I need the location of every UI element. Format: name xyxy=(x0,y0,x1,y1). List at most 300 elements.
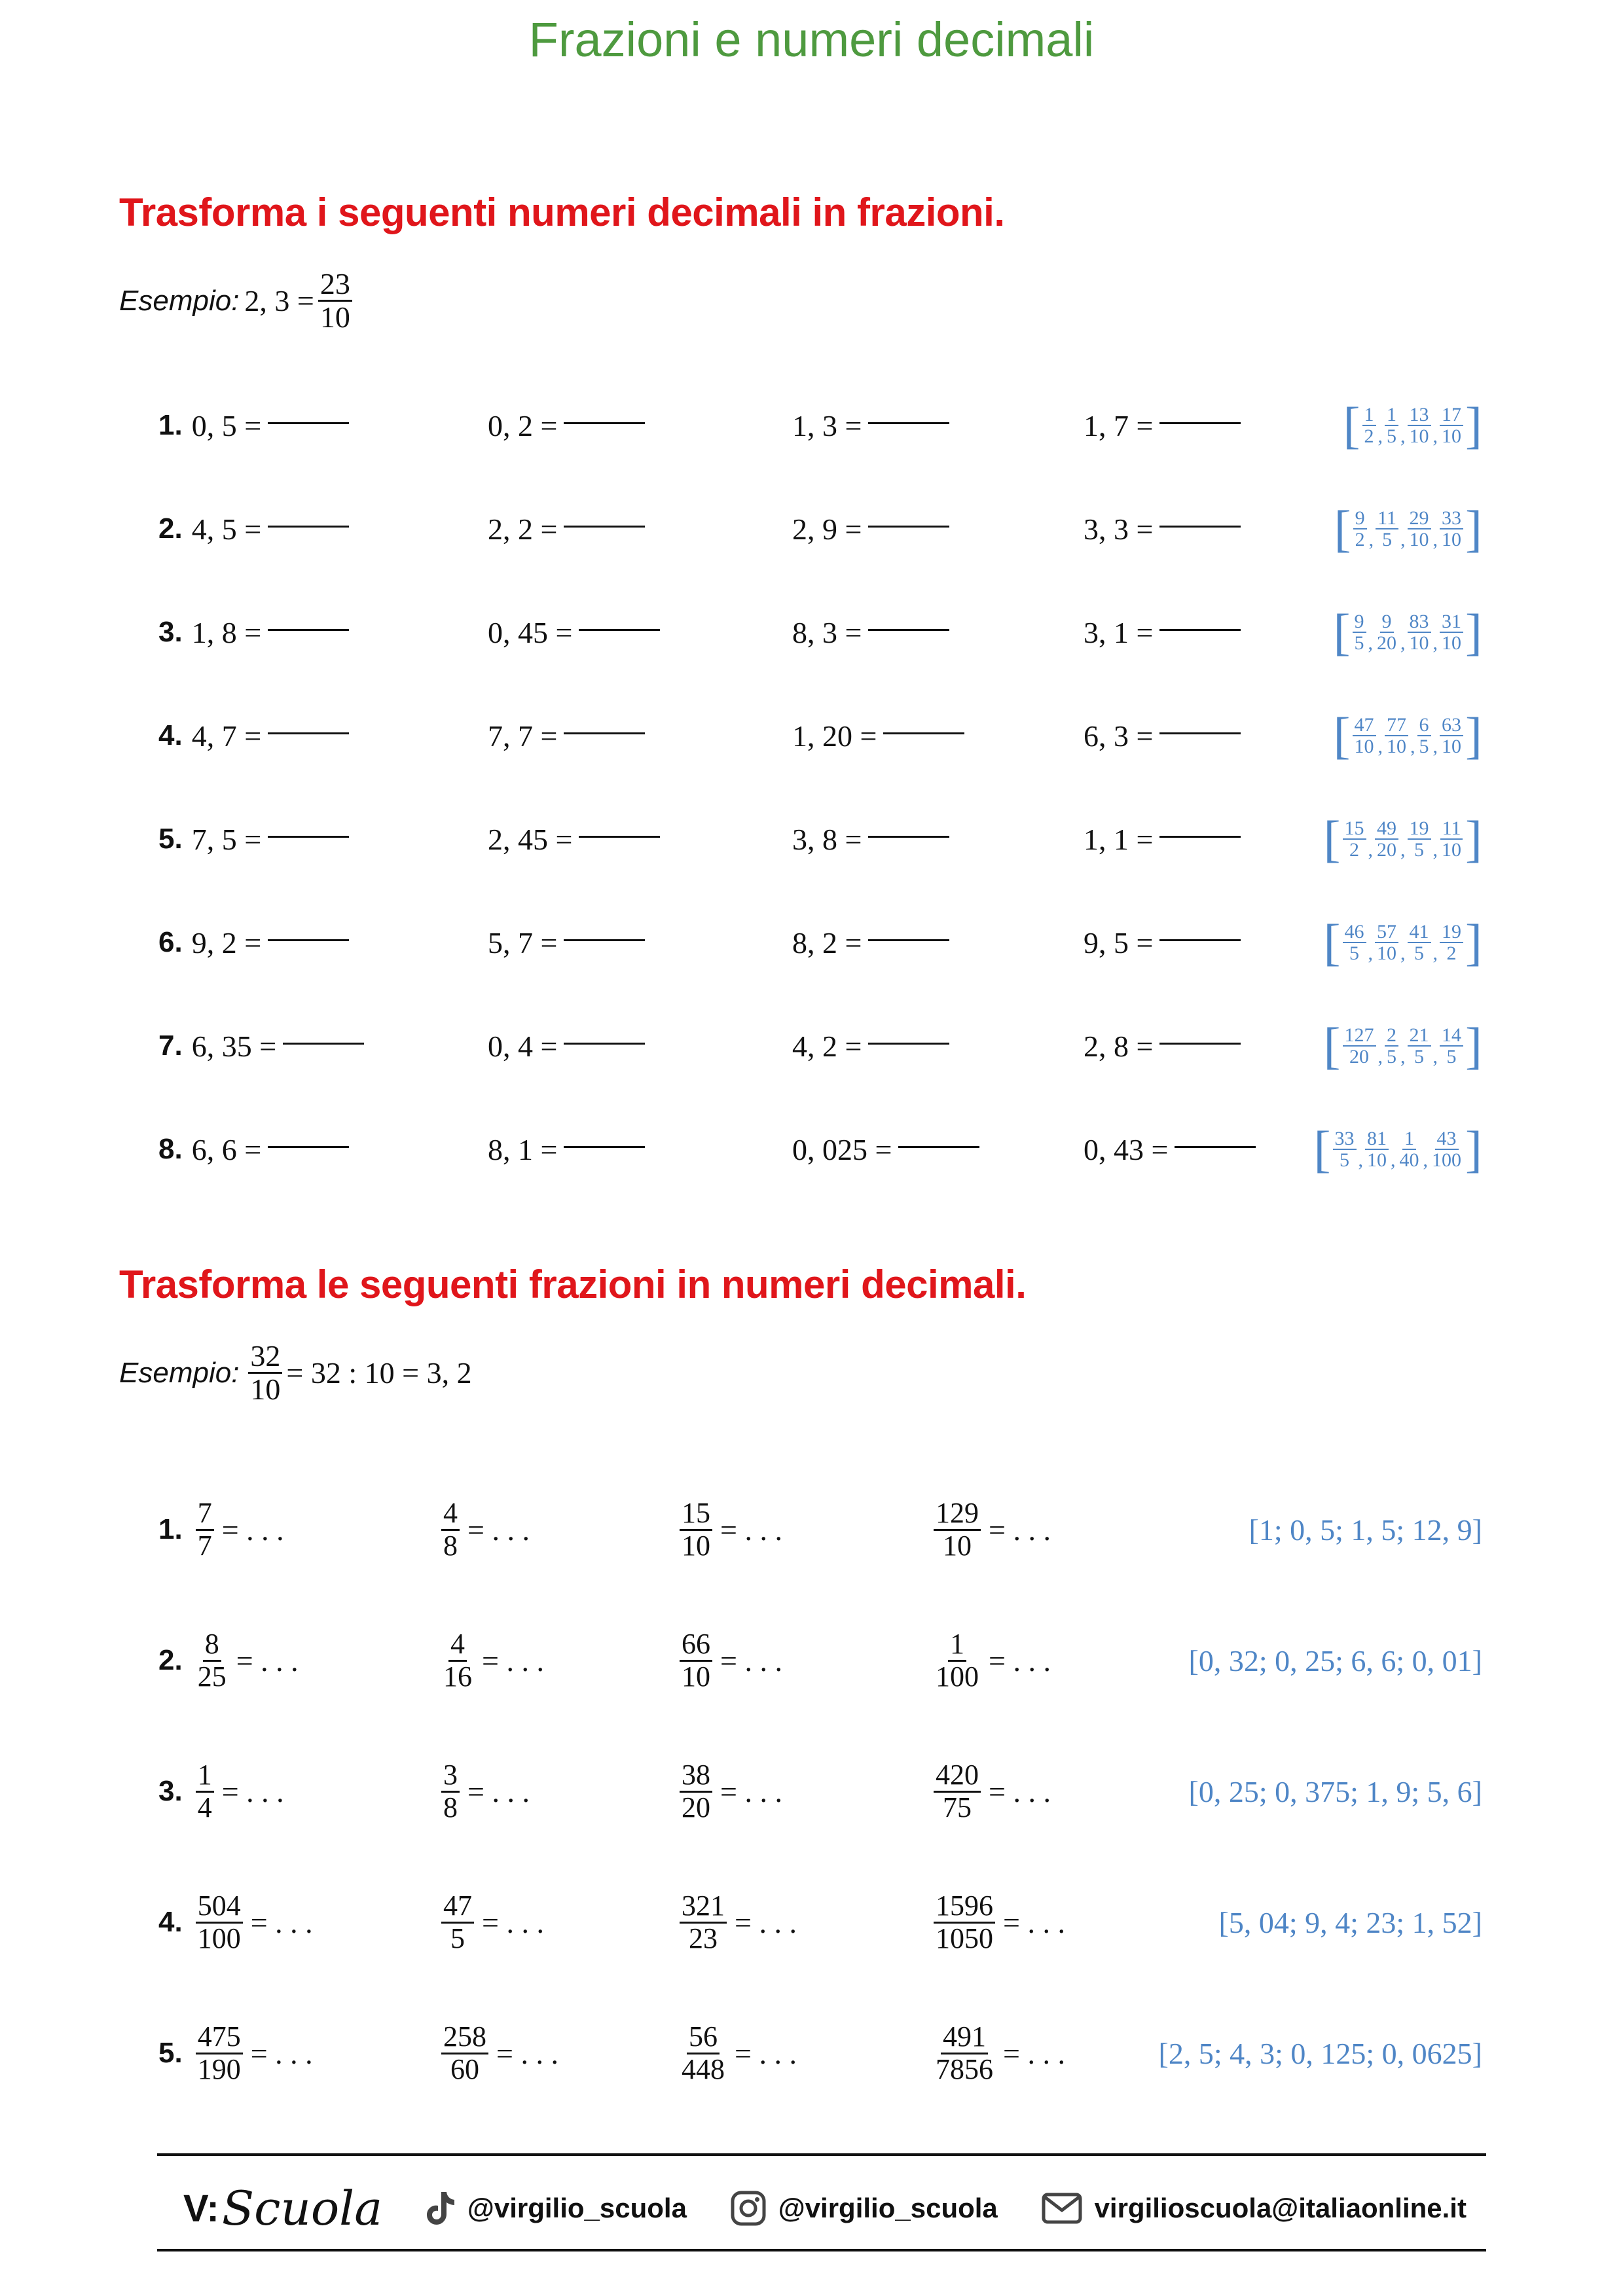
exercise-item xyxy=(1084,1110,1256,1189)
answer-blank[interactable] xyxy=(268,939,349,941)
exercise-fraction xyxy=(934,1498,981,1560)
exercise-item xyxy=(1084,903,1241,982)
virgilio-scuola-logo xyxy=(183,2181,382,2236)
answer-hint xyxy=(1324,800,1482,878)
decimal-expression: 0, 025 = xyxy=(792,1132,892,1166)
answer-blank[interactable] xyxy=(579,629,660,631)
row-number: 3. xyxy=(158,616,183,648)
answer-blank[interactable] xyxy=(1175,1146,1256,1148)
fraction-numerator: 11 xyxy=(1376,508,1398,530)
answer-blank[interactable] xyxy=(868,629,949,631)
answer-blank[interactable] xyxy=(268,422,349,424)
exercise-item xyxy=(158,593,349,672)
exercise-item xyxy=(158,1007,364,1085)
fraction-numerator: 19 xyxy=(1408,818,1431,840)
exercise-item xyxy=(1084,490,1241,568)
answer-blank[interactable] xyxy=(868,526,949,528)
exercise-item xyxy=(792,800,949,878)
decimal-expression: 2, 2 = xyxy=(488,512,558,546)
exercise-item xyxy=(930,2004,1065,2102)
decimal-expression: 3, 8 = xyxy=(792,822,862,856)
hint-fraction xyxy=(1365,1128,1389,1171)
exercise-item xyxy=(930,1480,1051,1579)
hint-fraction xyxy=(1353,611,1366,654)
answer-blank[interactable] xyxy=(564,1043,645,1045)
fraction-numerator: 14 xyxy=(1440,1025,1463,1047)
footer xyxy=(183,2162,1467,2254)
fraction-denominator: 2 xyxy=(1355,529,1365,550)
fraction-numerator: 77 xyxy=(1385,715,1408,737)
section1-heading: Trasforma i seguenti numeri decimali in frazioni. xyxy=(119,190,1005,234)
decimal-expression: 6, 3 = xyxy=(1084,719,1154,753)
equals-dots[interactable]: = . . . xyxy=(467,1774,530,1808)
answer-blank[interactable] xyxy=(564,1146,645,1148)
decimal-expression: 6, 6 = xyxy=(191,1132,262,1166)
fraction-numerator: 8 xyxy=(203,1629,221,1661)
hint-fraction xyxy=(1440,404,1463,447)
fraction-denominator: 20 xyxy=(1377,632,1397,654)
exercise-item xyxy=(1084,386,1241,465)
decimal-expression: 1, 7 = xyxy=(1084,408,1154,442)
exercise-item xyxy=(437,1873,544,1971)
decimal-expression: 8, 2 = xyxy=(792,925,862,960)
answer-blank[interactable] xyxy=(868,939,949,941)
fraction-numerator: 258 xyxy=(441,2022,488,2054)
hint-bracket-close: ] xyxy=(1465,707,1482,764)
exercise-fraction xyxy=(934,1891,995,1953)
exercise-item xyxy=(676,1873,797,1971)
exercise-fraction xyxy=(680,1498,712,1560)
exercise-item xyxy=(158,696,349,775)
decimal-expression: 9, 5 = xyxy=(1084,925,1154,960)
exercise-item xyxy=(1084,593,1241,672)
answer-blank[interactable] xyxy=(1159,836,1241,838)
hint-bracket-open: [ xyxy=(1323,810,1341,867)
equals-dots[interactable]: = . . . xyxy=(250,2036,313,2070)
fraction-denominator: 5 xyxy=(1387,425,1397,447)
instagram-text: @virgilio_scuola xyxy=(778,2193,998,2223)
exercise-item xyxy=(1084,696,1241,775)
hint-fraction xyxy=(1440,818,1463,861)
hint-separator: , xyxy=(1432,529,1438,550)
fraction-denominator: 5 xyxy=(450,1922,465,1954)
fraction-denominator: 25 xyxy=(197,1660,227,1693)
exercise-item xyxy=(158,800,349,878)
exercise-item xyxy=(158,2004,313,2102)
exercise-fraction xyxy=(441,2022,488,2084)
section2-heading: Trasforma le seguenti frazioni in numeri decimali. xyxy=(119,1263,1027,1306)
answer-blank[interactable] xyxy=(564,526,645,528)
exercise-item xyxy=(676,1611,782,1710)
exercise-fraction xyxy=(196,1629,228,1691)
equals-dots[interactable]: = . . . xyxy=(720,1774,782,1808)
decimal-expression: 0, 43 = xyxy=(1084,1132,1169,1166)
fraction-denominator: 7 xyxy=(197,1529,212,1562)
fraction-denominator: 5 xyxy=(1354,632,1364,654)
instagram-icon xyxy=(730,2190,767,2227)
fraction-numerator: 15 xyxy=(1343,818,1366,840)
answer-blank[interactable] xyxy=(268,526,349,528)
fraction-numerator: 15 xyxy=(680,1498,712,1530)
answer-blank[interactable] xyxy=(564,939,645,941)
email-contact[interactable] xyxy=(1041,2192,1467,2225)
hint-bracket-open: [ xyxy=(1323,914,1341,971)
hint-separator: , xyxy=(1400,529,1406,550)
exercise-fraction xyxy=(196,2022,243,2084)
hint-separator: , xyxy=(1432,942,1438,964)
row-number: 8. xyxy=(158,1133,183,1165)
equals-dots[interactable]: = . . . xyxy=(735,1905,797,1939)
decimal-expression: 4, 2 = xyxy=(792,1029,862,1063)
logo-scuola: Scuola xyxy=(221,2181,383,2236)
answer-blank[interactable] xyxy=(1159,629,1241,631)
fraction-numerator: 47 xyxy=(441,1891,474,1923)
answer-blank[interactable] xyxy=(283,1043,364,1045)
equals-dots[interactable]: = . . . xyxy=(250,1905,313,1939)
equals-dots[interactable]: = . . . xyxy=(720,1513,782,1547)
hint-bracket-close: ] xyxy=(1465,1121,1482,1177)
decimal-expression: 1, 8 = xyxy=(191,615,262,649)
fraction-numerator: 129 xyxy=(934,1498,981,1530)
section1-example xyxy=(119,268,356,334)
hint-values: [5, 04; 9, 4; 23; 1, 52] xyxy=(1218,1905,1482,1939)
hint-bracket-close: ] xyxy=(1465,1017,1482,1074)
fraction-denominator: 20 xyxy=(682,1791,710,1823)
answer-blank[interactable] xyxy=(268,1146,349,1148)
answer-hint xyxy=(1324,903,1482,982)
answer-blank[interactable] xyxy=(268,836,349,838)
fraction-numerator: 420 xyxy=(934,1760,981,1792)
fraction-denominator: 5 xyxy=(1414,1046,1425,1067)
fraction-denominator: 5 xyxy=(1387,1046,1397,1067)
equals-dots[interactable]: = . . . xyxy=(1003,2036,1065,2070)
decimal-expression: 1, 20 = xyxy=(792,719,877,753)
fraction-row xyxy=(0,1742,1623,1840)
decimal-row xyxy=(0,593,1623,672)
exercise-fraction xyxy=(196,1760,214,1822)
row-number: 1. xyxy=(158,1513,183,1545)
exercise-item xyxy=(488,490,645,568)
fraction-numerator: 504 xyxy=(196,1891,243,1923)
hint-separator: , xyxy=(1432,736,1438,757)
fraction-numerator: 32 xyxy=(248,1340,282,1374)
fraction-denominator: 190 xyxy=(197,2053,241,2085)
answer-hint xyxy=(1324,1007,1482,1085)
exercise-item xyxy=(158,1742,284,1840)
exercise-item xyxy=(792,593,949,672)
fraction-denominator: 8 xyxy=(443,1791,458,1823)
fraction-numerator: 33 xyxy=(1333,1128,1357,1151)
fraction-denominator: 100 xyxy=(1432,1149,1462,1171)
fraction-denominator: 448 xyxy=(682,2053,725,2085)
fraction-numerator: 81 xyxy=(1365,1128,1389,1151)
decimal-row xyxy=(0,800,1623,878)
equals-dots[interactable]: = . . . xyxy=(989,1513,1051,1547)
answer-hint xyxy=(1189,1611,1482,1710)
equals-dots[interactable]: = . . . xyxy=(720,1643,782,1677)
hint-fraction xyxy=(1408,508,1431,550)
decimal-expression: 3, 1 = xyxy=(1084,615,1154,649)
fraction-numerator: 127 xyxy=(1343,1025,1376,1047)
fraction-numerator: 57 xyxy=(1375,922,1398,944)
hint-fraction xyxy=(1375,611,1398,654)
exercise-item xyxy=(1084,800,1241,878)
decimal-expression: 5, 7 = xyxy=(488,925,558,960)
exercise-item xyxy=(158,903,349,982)
hint-fraction xyxy=(1408,611,1431,654)
tiktok-text: @virgilio_scuola xyxy=(467,2193,687,2223)
answer-blank[interactable] xyxy=(868,1043,949,1045)
fraction-numerator: 23 xyxy=(318,268,352,302)
exercise-item xyxy=(437,1742,530,1840)
equals-dots[interactable]: = . . . xyxy=(482,1905,544,1939)
equals-dots[interactable]: = . . . xyxy=(482,1643,544,1677)
answer-blank[interactable] xyxy=(868,836,949,838)
fraction-denominator: 5 xyxy=(1419,736,1429,757)
example-fraction xyxy=(248,1340,282,1406)
hint-bracket-close: ] xyxy=(1465,500,1482,557)
hint-separator: , xyxy=(1368,839,1374,861)
fraction-denominator: 10 xyxy=(1442,736,1462,757)
fraction-denominator: 10 xyxy=(1409,632,1429,654)
fraction-numerator: 43 xyxy=(1435,1128,1459,1151)
hint-fraction xyxy=(1440,922,1463,964)
fraction-numerator: 3 xyxy=(441,1760,460,1792)
answer-blank[interactable] xyxy=(1159,939,1241,941)
hint-fraction xyxy=(1440,611,1463,654)
exercise-item xyxy=(488,1110,645,1189)
decimal-row xyxy=(0,1110,1623,1189)
fraction-numerator: 9 xyxy=(1380,611,1394,634)
fraction-numerator: 47 xyxy=(1353,715,1376,737)
fraction-denominator: 20 xyxy=(1377,839,1397,861)
fraction-numerator: 9 xyxy=(1353,611,1366,634)
row-number: 3. xyxy=(158,1775,183,1807)
hint-separator: , xyxy=(1400,425,1406,447)
exercise-item xyxy=(792,1110,979,1189)
exercise-item xyxy=(437,1480,530,1579)
decimal-expression: 2, 8 = xyxy=(1084,1029,1154,1063)
equals-dots[interactable]: = . . . xyxy=(467,1513,530,1547)
row-number: 4. xyxy=(158,1906,183,1938)
row-number: 4. xyxy=(158,719,183,751)
answer-blank[interactable] xyxy=(268,629,349,631)
answer-blank[interactable] xyxy=(868,422,949,424)
fraction-denominator: 10 xyxy=(1367,1149,1387,1171)
hint-fraction xyxy=(1385,715,1408,757)
hint-separator: , xyxy=(1400,1046,1406,1067)
decimal-expression: 0, 2 = xyxy=(488,408,558,442)
tiktok-icon xyxy=(426,2191,456,2226)
example-rhs: = 32 : 10 = 3, 2 xyxy=(286,1356,472,1390)
exercise-fraction xyxy=(680,1891,727,1953)
exercise-item xyxy=(488,1007,645,1085)
hint-separator: , xyxy=(1400,942,1406,964)
exercise-item xyxy=(792,903,949,982)
fraction-numerator: 7 xyxy=(196,1498,214,1530)
fraction-denominator: 7856 xyxy=(936,2053,993,2085)
decimal-expression: 7, 5 = xyxy=(191,822,262,856)
hint-values: [1; 0, 5; 1, 5; 12, 9] xyxy=(1249,1513,1482,1547)
instagram-handle[interactable] xyxy=(730,2190,998,2227)
hint-bracket-open: [ xyxy=(1333,707,1351,764)
hint-fraction xyxy=(1353,508,1367,550)
fraction-numerator: 21 xyxy=(1408,1025,1431,1047)
exercise-fraction xyxy=(441,1891,474,1953)
example-fraction xyxy=(318,268,352,334)
equals-dots[interactable]: = . . . xyxy=(496,2036,558,2070)
page-title: Frazioni e numeri decimali xyxy=(528,12,1095,67)
exercise-fraction xyxy=(934,1760,981,1822)
fraction-numerator: 1 xyxy=(196,1760,214,1792)
exercise-fraction xyxy=(441,1498,460,1560)
hint-fraction xyxy=(1440,508,1463,550)
answer-blank[interactable] xyxy=(883,732,964,734)
answer-blank[interactable] xyxy=(1159,526,1241,528)
hint-separator: , xyxy=(1432,1046,1438,1067)
hint-separator: , xyxy=(1432,632,1438,654)
fraction-numerator: 31 xyxy=(1440,611,1463,634)
hint-fraction xyxy=(1375,922,1398,964)
answer-hint xyxy=(1159,2004,1482,2102)
decimal-expression: 7, 7 = xyxy=(488,719,558,753)
fraction-denominator: 8 xyxy=(443,1529,458,1562)
decimal-expression: 1, 3 = xyxy=(792,408,862,442)
hint-bracket-close: ] xyxy=(1465,397,1482,454)
decimal-expression: 6, 35 = xyxy=(191,1029,277,1063)
fraction-numerator: 1 xyxy=(948,1629,966,1661)
hint-fraction xyxy=(1408,1025,1431,1067)
fraction-numerator: 46 xyxy=(1343,922,1366,944)
equals-dots[interactable]: = . . . xyxy=(1003,1905,1065,1939)
row-number: 6. xyxy=(158,926,183,958)
equals-dots[interactable]: = . . . xyxy=(221,1513,284,1547)
hint-fraction xyxy=(1440,1025,1463,1067)
fraction-denominator: 10 xyxy=(682,1660,710,1693)
fraction-denominator: 10 xyxy=(1442,529,1462,550)
decimal-row xyxy=(0,386,1623,465)
hint-fraction xyxy=(1408,922,1431,964)
answer-hint xyxy=(1334,490,1482,568)
fraction-denominator: 10 xyxy=(1409,529,1429,550)
email-text: virgilioscuola@italiaonline.it xyxy=(1094,2193,1467,2223)
hint-separator: , xyxy=(1400,839,1406,861)
hint-values: [2, 5; 4, 3; 0, 125; 0, 0625] xyxy=(1158,2036,1482,2070)
answer-blank[interactable] xyxy=(1159,1043,1241,1045)
equals-dots[interactable]: = . . . xyxy=(221,1774,284,1808)
hint-fraction xyxy=(1376,508,1398,550)
fraction-row xyxy=(0,1611,1623,1710)
equals-dots[interactable]: = . . . xyxy=(989,1643,1051,1677)
footer-divider-bottom xyxy=(157,2249,1486,2251)
hint-separator: , xyxy=(1358,1149,1364,1171)
fraction-numerator: 13 xyxy=(1408,404,1431,427)
exercise-item xyxy=(158,1110,349,1189)
fraction-denominator: 20 xyxy=(1349,1046,1370,1067)
fraction-numerator: 1 xyxy=(1362,404,1376,427)
fraction-row xyxy=(0,1480,1623,1579)
fraction-numerator: 2 xyxy=(1385,1025,1398,1047)
fraction-denominator: 2 xyxy=(1349,839,1360,861)
fraction-numerator: 38 xyxy=(680,1760,712,1792)
decimal-expression: 0, 5 = xyxy=(191,408,262,442)
equals-dots[interactable]: = . . . xyxy=(735,2036,797,2070)
answer-blank[interactable] xyxy=(564,422,645,424)
fraction-numerator: 9 xyxy=(1353,508,1367,530)
fraction-denominator: 10 xyxy=(1442,425,1462,447)
exercise-item xyxy=(930,1873,1065,1971)
answer-hint xyxy=(1334,593,1482,672)
tiktok-handle[interactable] xyxy=(426,2191,687,2226)
logo-v: V: xyxy=(183,2187,219,2230)
hint-bracket-close: ] xyxy=(1465,603,1482,660)
decimal-expression: 0, 45 = xyxy=(488,615,573,649)
exercise-item xyxy=(930,1611,1051,1710)
answer-blank[interactable] xyxy=(1159,422,1241,424)
fraction-row xyxy=(0,1873,1623,1971)
exercise-item xyxy=(158,1480,284,1579)
equals-dots[interactable]: = . . . xyxy=(989,1774,1051,1808)
exercise-fraction xyxy=(441,1629,474,1691)
answer-hint xyxy=(1219,1873,1482,1971)
hint-separator: , xyxy=(1377,1046,1383,1067)
answer-blank[interactable] xyxy=(898,1146,979,1148)
hint-fraction xyxy=(1375,818,1398,861)
row-number: 5. xyxy=(158,2037,183,2069)
decimal-expression: 2, 9 = xyxy=(792,512,862,546)
decimal-expression: 1, 1 = xyxy=(1084,822,1154,856)
answer-blank[interactable] xyxy=(1159,732,1241,734)
fraction-numerator: 66 xyxy=(680,1629,712,1661)
row-number: 5. xyxy=(158,823,183,855)
exercise-item xyxy=(488,696,645,775)
answer-blank[interactable] xyxy=(268,732,349,734)
row-number: 2. xyxy=(158,1644,183,1676)
fraction-numerator: 63 xyxy=(1440,715,1463,737)
answer-blank[interactable] xyxy=(564,732,645,734)
hint-fraction xyxy=(1343,818,1366,861)
exercise-fraction xyxy=(196,1891,243,1953)
row-number: 1. xyxy=(158,409,183,441)
exercise-item xyxy=(158,490,349,568)
fraction-denominator: 5 xyxy=(1349,942,1360,964)
decimal-expression: 9, 2 = xyxy=(191,925,262,960)
fraction-denominator: 1050 xyxy=(936,1922,993,1954)
answer-hint xyxy=(1249,1480,1482,1579)
decimal-expression: 4, 7 = xyxy=(191,719,262,753)
exercise-item xyxy=(158,386,349,465)
fraction-row xyxy=(0,2004,1623,2102)
exercise-fraction xyxy=(196,1498,214,1560)
hint-separator: , xyxy=(1432,425,1438,447)
hint-separator: , xyxy=(1391,1149,1396,1171)
exercise-item xyxy=(930,1742,1051,1840)
hint-fraction xyxy=(1343,922,1366,964)
exercise-item xyxy=(488,593,660,672)
hint-separator: , xyxy=(1410,736,1415,757)
equals-dots[interactable]: = . . . xyxy=(236,1643,299,1677)
fraction-numerator: 41 xyxy=(1408,922,1431,944)
mail-icon xyxy=(1041,2192,1083,2225)
exercise-fraction xyxy=(680,2022,727,2084)
hint-fraction xyxy=(1430,1128,1463,1171)
hint-separator: , xyxy=(1377,736,1383,757)
decimal-row xyxy=(0,1007,1623,1085)
answer-blank[interactable] xyxy=(579,836,660,838)
fraction-denominator: 10 xyxy=(943,1529,972,1562)
exercise-fraction xyxy=(680,1760,712,1822)
fraction-denominator: 100 xyxy=(936,1660,979,1693)
